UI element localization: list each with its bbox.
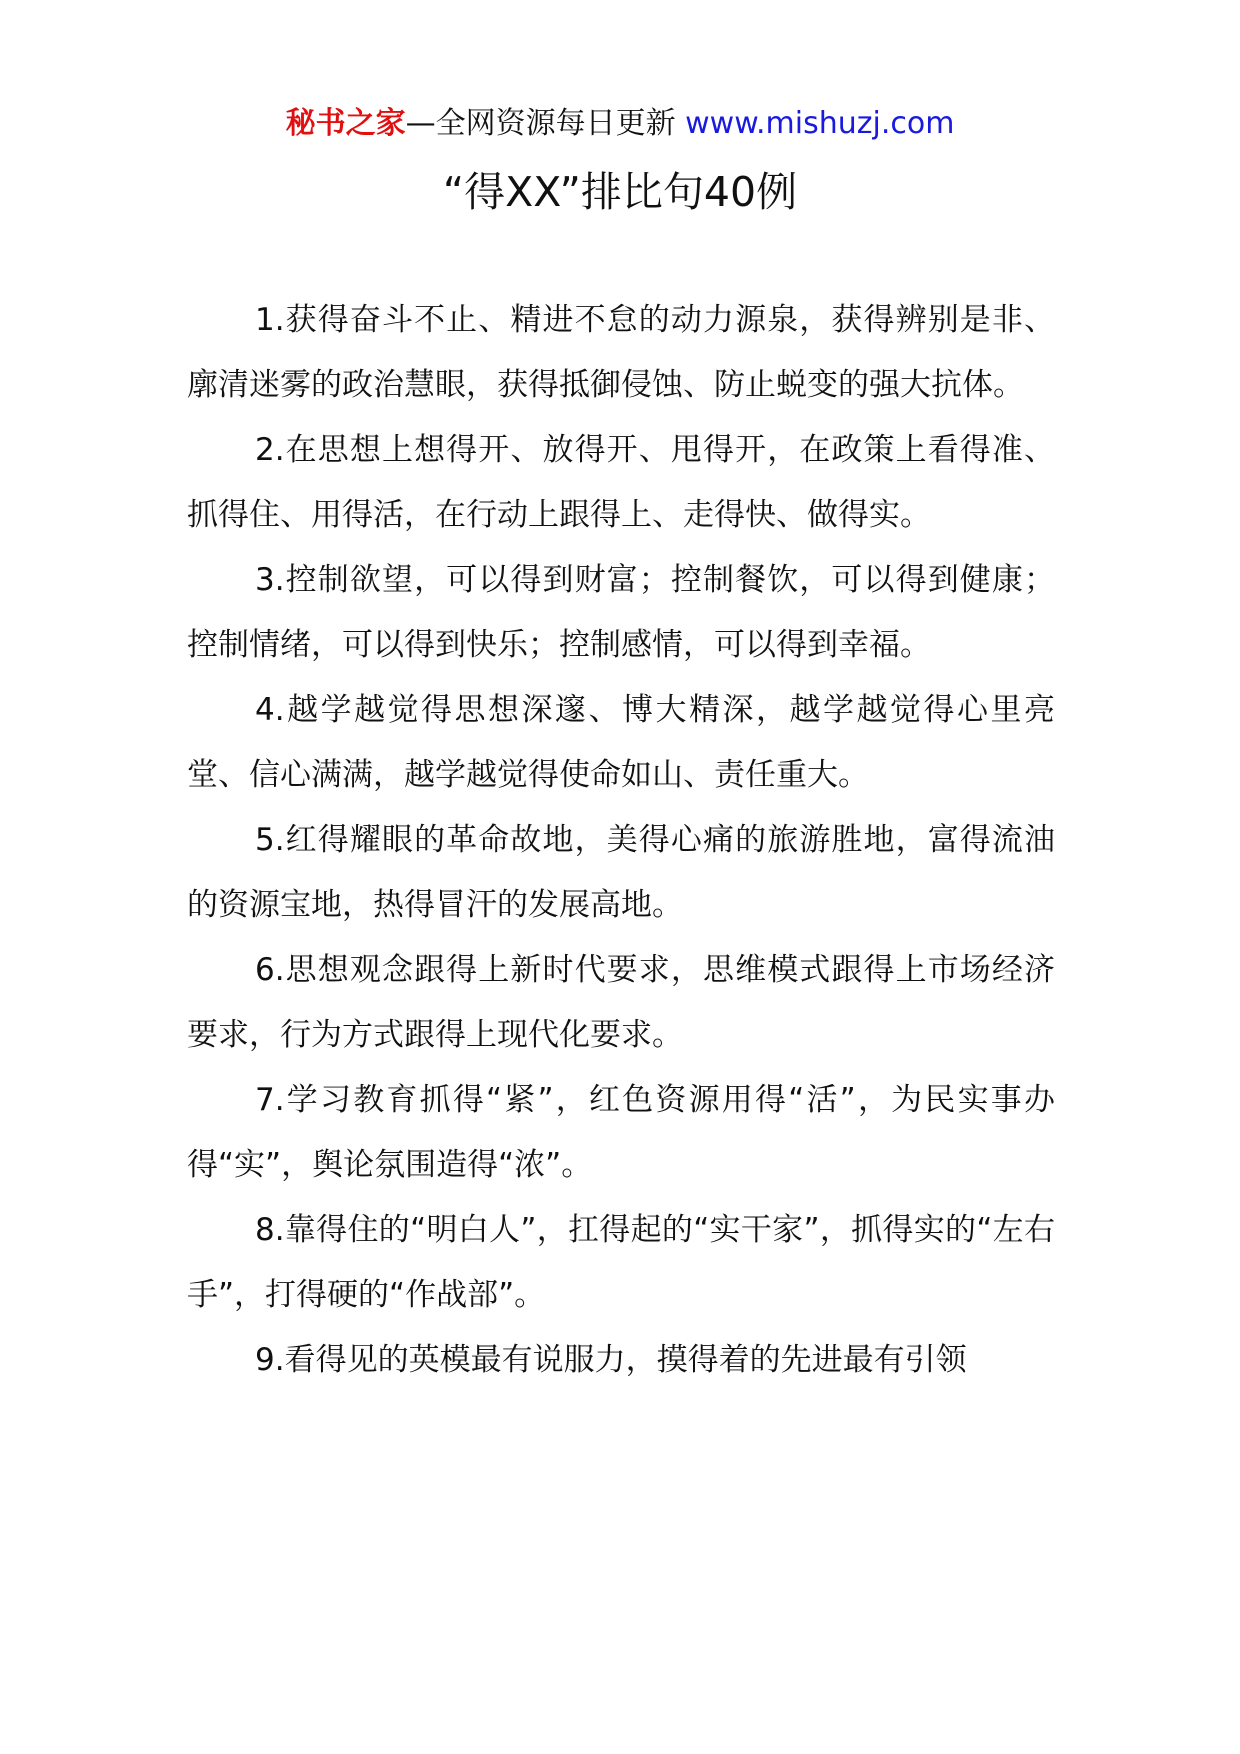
paragraph: 1.获得奋斗不止、精进不怠的动力源泉，获得辨别是非、廓清迷雾的政治慧眼，获得抵御侵蚀、防止蜕变的强大抗体。 xyxy=(187,302,1055,403)
paragraph: 9.看得见的英模最有说服力，摸得着的先进最有引领 xyxy=(255,1342,967,1378)
site-url-link[interactable]: www.mishuzj.com xyxy=(685,106,955,141)
paragraph: 4.越学越觉得思想深邃、博大精深，越学越觉得心里亮堂、信心满满，越学越觉得使命如山、责任重大。 xyxy=(187,692,1055,793)
site-header xyxy=(0,102,1240,146)
paragraph: 8.靠得住的“明白人”，扛得起的“实干家”，抓得实的“左右手”，打得硬的“作战部”。 xyxy=(187,1212,1055,1313)
paragraph: 5.红得耀眼的革命故地，美得心痛的旅游胜地，富得流油的资源宝地，热得冒汗的发展高地。 xyxy=(187,822,1055,923)
document-body xyxy=(187,288,1055,1393)
paragraph: 3.控制欲望，可以得到财富；控制餐饮，可以得到健康；控制情绪，可以得到快乐；控制感情，可以得到幸福。 xyxy=(187,562,1055,663)
document-title: “得XX”排比句40例 xyxy=(442,168,798,216)
paragraph: 6.思想观念跟得上新时代要求，思维模式跟得上市场经济要求，行为方式跟得上现代化要求。 xyxy=(187,952,1055,1053)
paragraph: 2.在思想上想得开、放得开、甩得开，在政策上看得准、抓得住、用得活，在行动上跟得上、走得快、做得实。 xyxy=(187,432,1055,533)
header-tagline: —全网资源每日更新 xyxy=(405,106,686,141)
paragraph: 7.学习教育抓得“紧”，红色资源用得“活”，为民实事办得“实”，舆论氛围造得“浓”。 xyxy=(187,1082,1055,1183)
brand-name: 秘书之家 xyxy=(285,106,406,141)
